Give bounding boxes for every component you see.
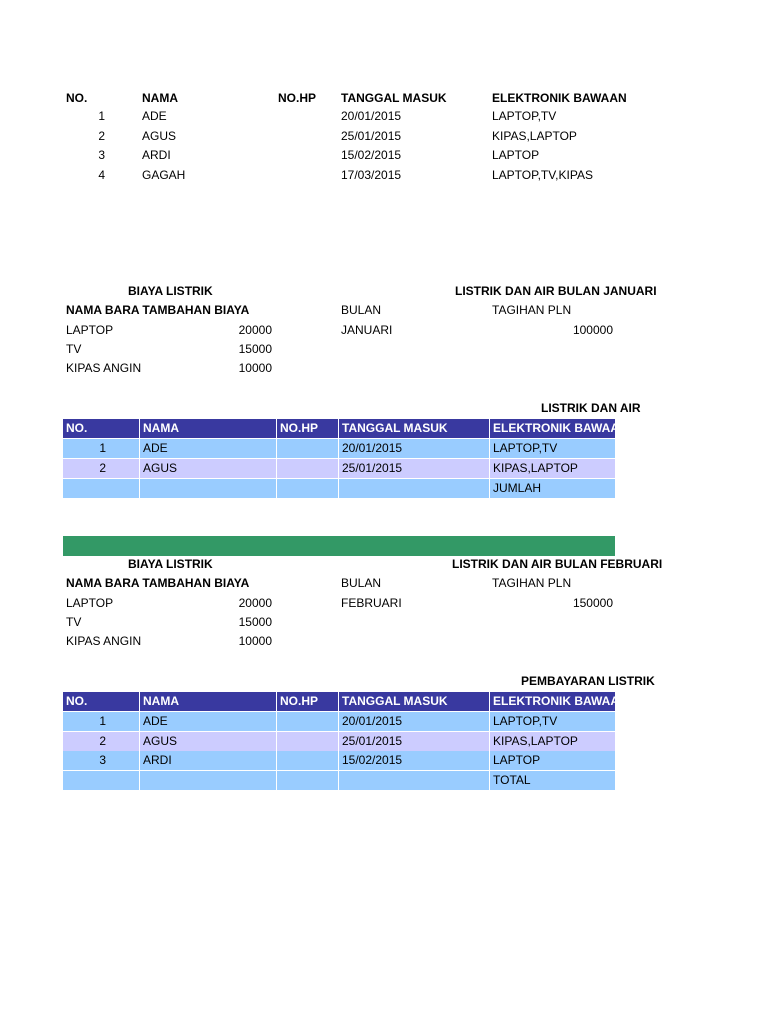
cell-elektronik: LAPTOP (492, 148, 540, 162)
cell-no: 3 (98, 148, 105, 162)
jan-table-row (63, 459, 615, 478)
cell-no: 2 (63, 459, 140, 478)
jan-table-total-row (63, 479, 615, 498)
jan-tagihan-label: TAGIHAN PLN (492, 303, 572, 317)
jan-item-name: LAPTOP (66, 323, 114, 337)
jan-table-header (63, 419, 628, 438)
col-header-tanggal: TANGGAL MASUK (339, 419, 490, 438)
feb-table-header (63, 692, 628, 711)
cell-tanggal: 25/01/2015 (341, 129, 402, 143)
cell-tanggal: 20/01/2015 (339, 712, 490, 731)
jan-section-title: LISTRIK DAN AIR BULAN JANUARI (455, 284, 657, 298)
cell-tanggal: 20/01/2015 (339, 439, 490, 458)
cell-no: 1 (63, 439, 140, 458)
col-header-elektronik: ELEKTRONIK BAWAAN (492, 91, 627, 105)
cell-nama: ARDI (142, 148, 171, 162)
cell-tanggal: 15/02/2015 (339, 751, 490, 770)
jan-table-row (63, 439, 615, 458)
cell-empty (277, 479, 339, 498)
feb-bulan-value: FEBRUARI (341, 596, 402, 610)
feb-item-cost: 15000 (238, 615, 272, 629)
jan-biaya-title: BIAYA LISTRIK (128, 284, 213, 298)
cell-no: 1 (98, 109, 105, 123)
jan-item-name: KIPAS ANGIN (66, 361, 142, 375)
cell-nohp (277, 732, 339, 751)
cell-empty (63, 479, 140, 498)
feb-item-cost: 20000 (238, 596, 272, 610)
feb-item-name: LAPTOP (66, 596, 114, 610)
jan-item-cost: 15000 (238, 342, 272, 356)
cell-empty (63, 771, 140, 790)
col-header-no: NO. (63, 419, 140, 438)
feb-tagihan-value: 150000 (572, 596, 613, 610)
cell-nama: ADE (142, 109, 167, 123)
feb-table-row (63, 712, 615, 731)
cell-empty (140, 479, 277, 498)
jan-item-cost: 10000 (238, 361, 272, 375)
cell-nama: ARDI (140, 751, 277, 770)
cell-empty (140, 771, 277, 790)
jan-tagihan-value: 100000 (572, 323, 613, 337)
cell-elektronik: LAPTOP (493, 753, 541, 767)
col-header-nama: NAMA (140, 692, 277, 711)
section-divider-band (63, 536, 615, 556)
cell-empty (339, 771, 490, 790)
cell-no: 4 (98, 168, 105, 182)
col-header-elektronik: ELEKTRONIK BAWAAN (493, 694, 628, 708)
cell-elektronik: LAPTOP,TV,KIPAS (492, 168, 593, 182)
cell-elektronik: LAPTOP,TV (493, 714, 558, 728)
cell-nama: AGUS (140, 459, 277, 478)
col-header-nohp: NO.HP (277, 419, 339, 438)
cell-empty (277, 771, 339, 790)
jan-bulan-value: JANUARI (341, 323, 393, 337)
col-header-no: NO. (63, 692, 140, 711)
jan-table-title: LISTRIK DAN AIR (541, 401, 641, 415)
feb-table-total-row (63, 771, 615, 790)
cell-elektronik: KIPAS,LAPTOP (493, 461, 578, 475)
col-header-nama: NAMA (142, 91, 178, 105)
feb-tagihan-label: TAGIHAN PLN (492, 576, 572, 590)
feb-item-name: KIPAS ANGIN (66, 634, 142, 648)
cell-nohp (277, 459, 339, 478)
feb-item-name: TV (66, 615, 82, 629)
cell-nama: AGUS (142, 129, 177, 143)
col-header-nohp: NO.HP (278, 91, 317, 105)
cell-nohp (277, 712, 339, 731)
feb-section-title: LISTRIK DAN AIR BULAN FEBRUARI (452, 557, 663, 571)
cell-no: 3 (63, 751, 140, 770)
col-header-no: NO. (66, 91, 88, 105)
jan-item-name: TV (66, 342, 82, 356)
cell-nama: GAGAH (142, 168, 186, 182)
jan-biaya-header: NAMA BARA TAMBAHAN BIAYA (66, 303, 250, 317)
feb-item-cost: 10000 (238, 634, 272, 648)
cell-empty (339, 479, 490, 498)
jan-bulan-label: BULAN (341, 303, 382, 317)
feb-total-label: TOTAL (493, 773, 531, 787)
cell-tanggal: 25/01/2015 (339, 732, 490, 751)
cell-nama: ADE (140, 712, 277, 731)
cell-elektronik: LAPTOP,TV (493, 441, 558, 455)
cell-nohp (277, 439, 339, 458)
cell-nama: ADE (140, 439, 277, 458)
cell-elektronik: LAPTOP,TV (492, 109, 557, 123)
feb-table-title: PEMBAYARAN LISTRIK (521, 674, 655, 688)
cell-tanggal: 17/03/2015 (341, 168, 402, 182)
col-header-nohp: NO.HP (277, 692, 339, 711)
feb-table-row (63, 732, 615, 751)
cell-nama: AGUS (140, 732, 277, 751)
col-header-nama: NAMA (140, 419, 277, 438)
cell-no: 2 (98, 129, 105, 143)
cell-tanggal: 20/01/2015 (341, 109, 402, 123)
col-header-tanggal: TANGGAL MASUK (339, 692, 490, 711)
col-header-tanggal: TANGGAL MASUK (341, 91, 447, 105)
jan-total-label: JUMLAH (493, 481, 542, 495)
feb-table-row (63, 751, 615, 770)
feb-biaya-header: NAMA BARA TAMBAHAN BIAYA (66, 576, 250, 590)
cell-elektronik: KIPAS,LAPTOP (492, 129, 577, 143)
cell-no: 2 (63, 732, 140, 751)
feb-bulan-label: BULAN (341, 576, 382, 590)
cell-nohp (277, 751, 339, 770)
feb-biaya-title: BIAYA LISTRIK (128, 557, 213, 571)
cell-tanggal: 15/02/2015 (341, 148, 402, 162)
cell-elektronik: KIPAS,LAPTOP (493, 734, 578, 748)
cell-tanggal: 25/01/2015 (339, 459, 490, 478)
cell-no: 1 (63, 712, 140, 731)
col-header-elektronik: ELEKTRONIK BAWAAN (493, 421, 628, 435)
jan-item-cost: 20000 (238, 323, 272, 337)
